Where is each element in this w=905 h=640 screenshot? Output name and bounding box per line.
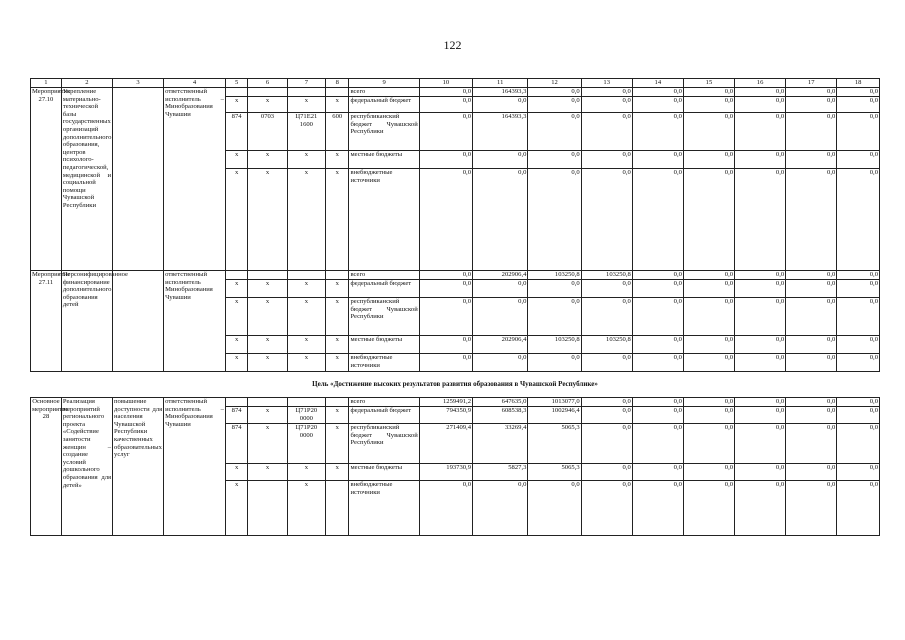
amount-cell: 0,0 [735,97,786,113]
amount-cell: 5827,3 [473,464,528,481]
amount-cell: 0,0 [419,97,472,113]
amount-cell: 0,0 [632,424,683,464]
expense-group-cell: x [326,169,349,271]
amount-cell: 1259491,2 [419,398,472,407]
amount-cell: 0,0 [786,407,837,424]
amount-cell: 0,0 [837,481,880,536]
column-number-cell: 4 [164,79,226,88]
target-article-cell [287,88,325,97]
amount-cell: 33269,4 [473,424,528,464]
amount-cell: 0,0 [837,464,880,481]
amount-cell: 0,0 [837,169,880,271]
amount-cell: 0,0 [837,280,880,298]
amount-cell: 0,0 [735,88,786,97]
amount-cell: 0,0 [528,298,581,336]
amount-cell: 0,0 [735,354,786,372]
amount-cell: 0,0 [735,481,786,536]
section-code-cell: x [248,464,287,481]
amount-cell: 0,0 [419,271,472,280]
amount-cell: 0,0 [735,407,786,424]
measure-name-cell: Реализация мероприятий регионального проекта «Содействие занятости женщин – создание условий дошкольного образования для детей» [61,398,112,536]
amount-cell: 647635,0 [473,398,528,407]
amount-cell: 0,0 [683,354,734,372]
target-article-cell: x [287,336,325,354]
funding-source-cell: федеральный бюджет [349,280,419,298]
funding-source-cell: местные бюджеты [349,464,419,481]
section-code-cell: x [248,407,287,424]
amount-cell: 0,0 [683,113,734,151]
amount-cell: 103250,8 [581,336,632,354]
section-code-cell: x [248,169,287,271]
amount-cell: 0,0 [632,271,683,280]
amount-cell: 0,0 [419,354,472,372]
gb-code-cell: x [225,336,247,354]
amount-cell: 0,0 [528,151,581,169]
amount-cell: 0,0 [837,88,880,97]
gb-code-cell: 874 [225,424,247,464]
funding-source-cell: всего [349,88,419,97]
amount-cell: 0,0 [683,336,734,354]
amount-cell: 0,0 [473,298,528,336]
section-code-cell: x [248,280,287,298]
amount-cell: 0,0 [632,113,683,151]
target-article-cell [287,271,325,280]
amount-cell: 0,0 [528,354,581,372]
amount-cell: 0,0 [581,280,632,298]
target-article-cell: Ц71Р20 0000 [287,424,325,464]
amount-cell: 0,0 [735,151,786,169]
column-number-cell: 16 [735,79,786,88]
expense-group-cell: x [326,336,349,354]
target-article-cell: Ц71Р20 0000 [287,407,325,424]
measure-id-cell: Мероприятие 27.11 [31,271,62,372]
amount-cell: 0,0 [735,298,786,336]
column-number-cell: 17 [786,79,837,88]
executor-cell: ответственный исполнитель – Минобразования Чувашии [164,398,226,536]
column-number-cell: 18 [837,79,880,88]
expense-group-cell: x [326,464,349,481]
funding-source-cell: федеральный бюджет [349,407,419,424]
expense-group-cell: x [326,407,349,424]
amount-cell: 0,0 [581,113,632,151]
amount-cell: 103250,8 [581,271,632,280]
funding-source-cell: местные бюджеты [349,336,419,354]
amount-cell: 0,0 [735,271,786,280]
amount-cell: 164393,3 [473,88,528,97]
amount-cell: 0,0 [473,97,528,113]
amount-cell: 0,0 [528,88,581,97]
amount-cell: 0,0 [632,298,683,336]
measure-id-cell: Мероприятие 27.10 [31,88,62,271]
amount-cell: 0,0 [419,113,472,151]
amount-cell: 0,0 [528,481,581,536]
amount-cell: 0,0 [419,298,472,336]
page-number: 122 [443,38,462,52]
executor-cell: ответственный исполнитель – Минобразования Чувашии [164,88,226,271]
gb-code-cell: x [225,298,247,336]
section-code-cell [248,88,287,97]
amount-cell: 0,0 [581,151,632,169]
amount-cell: 0,0 [632,354,683,372]
amount-cell: 0,0 [683,298,734,336]
gb-code-cell: x [225,97,247,113]
amount-cell: 0,0 [683,169,734,271]
column-number-cell: 15 [683,79,734,88]
funding-source-cell: внебюджетные источники [349,169,419,271]
column-number-cell: 2 [61,79,112,88]
funding-source-cell: внебюджетные источники [349,481,419,536]
target-article-cell: x [287,464,325,481]
amount-cell: 0,0 [683,398,734,407]
section-code-cell: 0703 [248,113,287,151]
target-article-cell: x [287,169,325,271]
funding-source-cell: всего [349,271,419,280]
amount-cell: 0,0 [419,481,472,536]
amount-cell: 164393,3 [473,113,528,151]
amount-cell: 0,0 [581,464,632,481]
expense-group-cell: 600 [326,113,349,151]
column-number-cell: 7 [287,79,325,88]
expense-group-cell [326,481,349,536]
amount-cell: 0,0 [786,169,837,271]
gb-code-cell: x [225,169,247,271]
expense-group-cell [326,88,349,97]
amount-cell: 0,0 [683,280,734,298]
amount-cell: 0,0 [786,280,837,298]
amount-cell: 0,0 [581,424,632,464]
column-number-cell: 12 [528,79,581,88]
amount-cell: 0,0 [735,424,786,464]
amount-cell: 0,0 [735,280,786,298]
amount-cell: 0,0 [683,271,734,280]
measure-name-cell: Персонифицированное финансирование дополнительного образования детей [61,271,112,372]
column-number-cell: 11 [473,79,528,88]
amount-cell: 0,0 [786,88,837,97]
amount-cell: 0,0 [581,88,632,97]
amount-cell: 0,0 [473,280,528,298]
amount-cell: 0,0 [528,113,581,151]
funding-source-cell: республиканский бюджет Чувашской Республики [349,424,419,464]
expense-group-cell: x [326,280,349,298]
amount-cell: 0,0 [786,151,837,169]
amount-cell: 103250,8 [528,271,581,280]
section-code-cell [248,271,287,280]
amount-cell: 0,0 [786,354,837,372]
section-code-cell: x [248,354,287,372]
column-number-cell: 3 [113,79,164,88]
amount-cell: 0,0 [683,407,734,424]
budget-table [30,78,880,536]
amount-cell: 0,0 [528,280,581,298]
amount-cell: 0,0 [837,398,880,407]
measure-result-cell [113,271,164,372]
funding-source-cell: республиканский бюджет Чувашской Республики [349,298,419,336]
target-article-cell [287,398,325,407]
table-row [31,88,880,97]
amount-cell: 0,0 [786,271,837,280]
amount-cell: 0,0 [683,151,734,169]
column-number-cell: 9 [349,79,419,88]
amount-cell: 0,0 [632,151,683,169]
amount-cell: 193730,9 [419,464,472,481]
amount-cell: 0,0 [473,481,528,536]
amount-cell: 5065,3 [528,424,581,464]
amount-cell: 0,0 [735,113,786,151]
amount-cell: 103250,8 [528,336,581,354]
column-number-cell: 13 [581,79,632,88]
gb-code-cell: x [225,481,247,536]
amount-cell: 0,0 [632,97,683,113]
amount-cell: 0,0 [786,336,837,354]
amount-cell: 0,0 [735,398,786,407]
target-article-cell: Ц71Е21 1600 [287,113,325,151]
amount-cell: 0,0 [419,336,472,354]
amount-cell: 0,0 [632,481,683,536]
gb-code-cell: x [225,464,247,481]
amount-cell: 0,0 [419,169,472,271]
amount-cell: 0,0 [683,481,734,536]
section-code-cell: x [248,336,287,354]
amount-cell: 0,0 [528,169,581,271]
amount-cell: 0,0 [632,464,683,481]
amount-cell: 0,0 [581,354,632,372]
gb-code-cell [225,271,247,280]
funding-source-cell: всего [349,398,419,407]
gb-code-cell [225,398,247,407]
expense-group-cell: x [326,354,349,372]
column-number-row [31,79,880,88]
amount-cell: 202906,4 [473,336,528,354]
funding-source-cell: внебюджетные источники [349,354,419,372]
amount-cell: 0,0 [419,151,472,169]
funding-source-cell: местные бюджеты [349,151,419,169]
column-number-cell: 6 [248,79,287,88]
amount-cell: 0,0 [837,113,880,151]
amount-cell: 0,0 [735,169,786,271]
gb-code-cell: x [225,280,247,298]
amount-cell: 0,0 [837,424,880,464]
gb-code-cell: 874 [225,407,247,424]
amount-cell: 0,0 [632,398,683,407]
amount-cell: 0,0 [683,424,734,464]
target-article-cell: x [287,298,325,336]
amount-cell: 0,0 [581,97,632,113]
amount-cell: 1013077,0 [528,398,581,407]
target-article-cell: x [287,354,325,372]
gb-code-cell: 874 [225,113,247,151]
amount-cell: 0,0 [837,271,880,280]
amount-cell: 0,0 [786,398,837,407]
expense-group-cell: x [326,151,349,169]
column-number-cell: 5 [225,79,247,88]
column-number-cell: 8 [326,79,349,88]
amount-cell: 0,0 [683,464,734,481]
amount-cell: 0,0 [786,97,837,113]
amount-cell: 0,0 [581,169,632,271]
amount-cell: 0,0 [837,97,880,113]
amount-cell: 1002946,4 [528,407,581,424]
amount-cell: 0,0 [735,464,786,481]
amount-cell: 0,0 [735,336,786,354]
amount-cell: 0,0 [786,481,837,536]
amount-cell: 794350,9 [419,407,472,424]
expense-group-cell [326,271,349,280]
amount-cell: 0,0 [473,169,528,271]
column-number-cell: 1 [31,79,62,88]
amount-cell: 0,0 [632,88,683,97]
measure-name-cell: Укрепление материально-технической базы государственных организаций дополнительного образования, центров психолого-педагогической, медицинской и социальной помощи Чувашской Республики [61,88,112,271]
gb-code-cell: x [225,151,247,169]
target-article-cell: x [287,280,325,298]
measure-id-cell: Основное мероприятие 28 [31,398,62,536]
amount-cell: 0,0 [786,464,837,481]
gb-code-cell [225,88,247,97]
amount-cell: 0,0 [683,88,734,97]
measure-result-cell [113,88,164,271]
amount-cell: 0,0 [786,298,837,336]
amount-cell: 0,0 [632,407,683,424]
amount-cell: 0,0 [581,407,632,424]
amount-cell: 0,0 [528,97,581,113]
section-code-cell: x [248,151,287,169]
measure-result-cell: повышение доступности для населения Чувашской Республики качественных образовательных услуг [113,398,164,536]
amount-cell: 0,0 [632,336,683,354]
expense-group-cell: x [326,97,349,113]
amount-cell: 0,0 [581,398,632,407]
amount-cell: 0,0 [632,280,683,298]
amount-cell: 0,0 [581,298,632,336]
executor-cell: ответственный исполнитель Минобразования Чувашии [164,271,226,372]
section-code-cell: x [248,298,287,336]
section-code-cell [248,481,287,536]
target-article-cell: x [287,97,325,113]
amount-cell: 0,0 [419,88,472,97]
amount-cell: 0,0 [632,169,683,271]
section-code-cell [248,398,287,407]
amount-cell: 608538,3 [473,407,528,424]
column-number-cell: 14 [632,79,683,88]
amount-cell: 0,0 [473,354,528,372]
section-code-cell: x [248,424,287,464]
funding-source-cell: республиканский бюджет Чувашской Республики [349,113,419,151]
amount-cell: 0,0 [786,424,837,464]
amount-cell: 202906,4 [473,271,528,280]
funding-source-cell: федеральный бюджет [349,97,419,113]
amount-cell: 0,0 [837,407,880,424]
amount-cell: 0,0 [419,280,472,298]
expense-group-cell: x [326,424,349,464]
amount-cell: 0,0 [473,151,528,169]
target-article-cell: x [287,151,325,169]
expense-group-cell [326,398,349,407]
amount-cell: 0,0 [837,336,880,354]
amount-cell: 5065,3 [528,464,581,481]
column-number-cell: 10 [419,79,472,88]
gb-code-cell: x [225,354,247,372]
amount-cell: 0,0 [837,151,880,169]
amount-cell: 0,0 [683,97,734,113]
amount-cell: 0,0 [837,298,880,336]
table-row [31,271,880,280]
goal-heading: Цель «Достижение высоких результатов развития образования в Чувашской Республике» [31,372,880,398]
expense-group-cell: x [326,298,349,336]
section-code-cell: x [248,97,287,113]
goal-row [31,372,880,398]
amount-cell: 271409,4 [419,424,472,464]
amount-cell: 0,0 [786,113,837,151]
table-row [31,398,880,407]
target-article-cell: x [287,481,325,536]
amount-cell: 0,0 [837,354,880,372]
amount-cell: 0,0 [581,481,632,536]
